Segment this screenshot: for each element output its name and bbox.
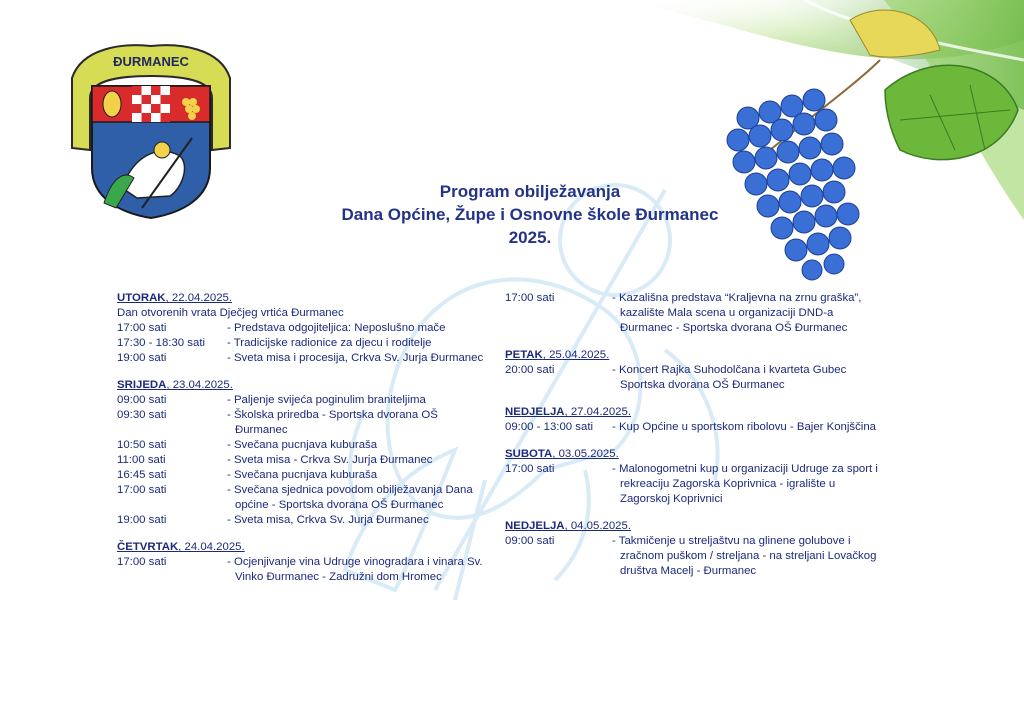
day-block bbox=[117, 378, 487, 528]
day-block bbox=[505, 291, 880, 336]
day-name: SRIJEDA bbox=[117, 379, 167, 391]
event-time: 16:45 sati bbox=[117, 469, 167, 481]
event-row bbox=[117, 393, 487, 408]
day-block bbox=[505, 519, 880, 579]
event-desc: - Školska priredba - Sportska dvorana OŠ Đurmanec bbox=[227, 409, 438, 436]
event-row bbox=[117, 468, 487, 483]
event-time: 17:00 sati bbox=[117, 556, 167, 568]
event-desc: - Kazališna predstava “Kraljevna na zrnu graška”, kazalište Mala scena u organizaciji DND-a Đurmanec - Sportska dvorana OŠ Đurmanec bbox=[612, 292, 862, 334]
day-name: UTORAK bbox=[117, 292, 166, 304]
event-desc: - Takmičenje u streljaštvu na glinene golubove i zračnom puškom / streljana - na streljani Lovačkog društva Macelj - Đurmanec bbox=[612, 535, 877, 577]
event-time: 17:00 sati bbox=[505, 463, 555, 475]
event-row bbox=[505, 534, 880, 579]
event-time: 11:00 sati bbox=[117, 454, 166, 466]
event-desc: - Kup Općine u sportskom ribolovu - Bajer Konjščina bbox=[612, 421, 877, 433]
event-row bbox=[505, 462, 880, 507]
event-row bbox=[117, 555, 487, 585]
event-desc: - Paljenje svijeća poginulim braniteljima bbox=[227, 394, 426, 406]
event-time: 09:00 sati bbox=[505, 535, 555, 547]
event-time: 17:00 sati bbox=[505, 292, 555, 304]
crest-banner-text: ĐURMANEC bbox=[113, 54, 189, 69]
event-desc: - Tradicijske radionice za djecu i roditelje bbox=[227, 337, 432, 349]
day-heading bbox=[117, 540, 487, 555]
day-block bbox=[505, 447, 880, 507]
day-heading bbox=[505, 405, 880, 420]
event-time: 19:00 sati bbox=[117, 352, 167, 364]
event-row bbox=[117, 321, 487, 336]
event-time: 20:00 sati bbox=[505, 364, 555, 376]
event-time: 09:00 sati bbox=[117, 394, 167, 406]
event-time: 17:00 sati bbox=[117, 322, 167, 334]
day-date: , 25.04.2025. bbox=[542, 349, 610, 361]
event-row bbox=[117, 438, 487, 453]
event-time: 10:50 sati bbox=[117, 439, 167, 451]
day-name: SUBOTA bbox=[505, 448, 553, 460]
event-row bbox=[117, 351, 487, 366]
event-row bbox=[117, 408, 487, 438]
day-heading bbox=[117, 378, 487, 393]
day-block bbox=[117, 540, 487, 585]
event-desc: - Svečana pucnjava kuburaša bbox=[227, 469, 378, 481]
page-title bbox=[280, 180, 780, 249]
event-desc: - Koncert Rajka Suhodolčana i kvarteta Gubec Sportska dvorana OŠ Đurmanec bbox=[612, 364, 847, 391]
event-desc: - Svečana pucnjava kuburaša bbox=[227, 439, 378, 451]
day-heading bbox=[117, 291, 487, 306]
event-row bbox=[117, 453, 487, 468]
day-name: NEDJELJA bbox=[505, 520, 565, 532]
day-date: , 03.05.2025. bbox=[552, 448, 619, 460]
day-date: , 04.05.2025. bbox=[564, 520, 632, 532]
day-note: Dan otvorenih vrata Dječjeg vrtića Đurmanec bbox=[117, 307, 344, 319]
event-time: 09:30 sati bbox=[117, 409, 167, 421]
event-desc: - Sveta misa, Crkva Sv. Jurja Đurmanec bbox=[227, 514, 429, 526]
event-desc: - Sveta misa - Crkva Sv. Jurja Đurmanec bbox=[227, 454, 433, 466]
event-desc: - Predstava odgojiteljica: Neposlušno mače bbox=[227, 322, 446, 334]
event-row bbox=[117, 336, 487, 351]
title-line-2: Dana Općine, Župe i Osnovne škole Đurmanec bbox=[341, 205, 719, 224]
title-line-1: Program obilježavanja bbox=[439, 182, 621, 201]
event-time: 17:30 - 18:30 sati bbox=[117, 337, 206, 349]
event-row bbox=[505, 291, 880, 336]
event-desc: - Svečana sjednica povodom obilježavanja Dana općine - Sportska dvorana OŠ Đurmanec bbox=[227, 484, 473, 511]
coat-of-arms bbox=[62, 38, 240, 220]
day-block bbox=[117, 291, 487, 366]
day-block bbox=[505, 405, 880, 435]
event-row bbox=[117, 513, 487, 528]
day-date: , 22.04.2025. bbox=[165, 292, 233, 304]
day-date: , 27.04.2025. bbox=[564, 406, 632, 418]
event-time: 19:00 sati bbox=[117, 514, 167, 526]
left-column bbox=[117, 291, 487, 585]
event-time: 09:00 - 13:00 sati bbox=[505, 421, 594, 433]
day-name: NEDJELJA bbox=[505, 406, 565, 418]
day-block bbox=[505, 348, 880, 393]
day-date: , 23.04.2025. bbox=[166, 379, 233, 391]
event-desc: - Ocjenjivanje vina Udruge vinogradara i vinara Sv. Vinko Đurmanec - Zadružni dom Hromec bbox=[227, 556, 483, 583]
event-row bbox=[505, 363, 880, 393]
day-heading bbox=[505, 447, 880, 462]
event-desc: - Sveta misa i procesija, Crkva Sv. Jurja Đurmanec bbox=[227, 352, 484, 364]
day-name: PETAK bbox=[505, 349, 543, 361]
event-row bbox=[117, 483, 487, 513]
event-time: 17:00 sati bbox=[117, 484, 167, 496]
right-column bbox=[505, 291, 880, 579]
day-date: , 24.04.2025. bbox=[178, 541, 245, 553]
day-name: ČETVRTAK bbox=[117, 541, 179, 553]
event-desc: - Malonogometni kup u organizaciji Udruge za sport i rekreaciju Zagorska Koprivnica - igralište u Zagorskoj Koprivnici bbox=[612, 463, 878, 505]
day-heading bbox=[505, 519, 880, 534]
day-heading bbox=[505, 348, 880, 363]
title-line-3: 2025. bbox=[508, 228, 552, 247]
event-row bbox=[505, 420, 880, 435]
